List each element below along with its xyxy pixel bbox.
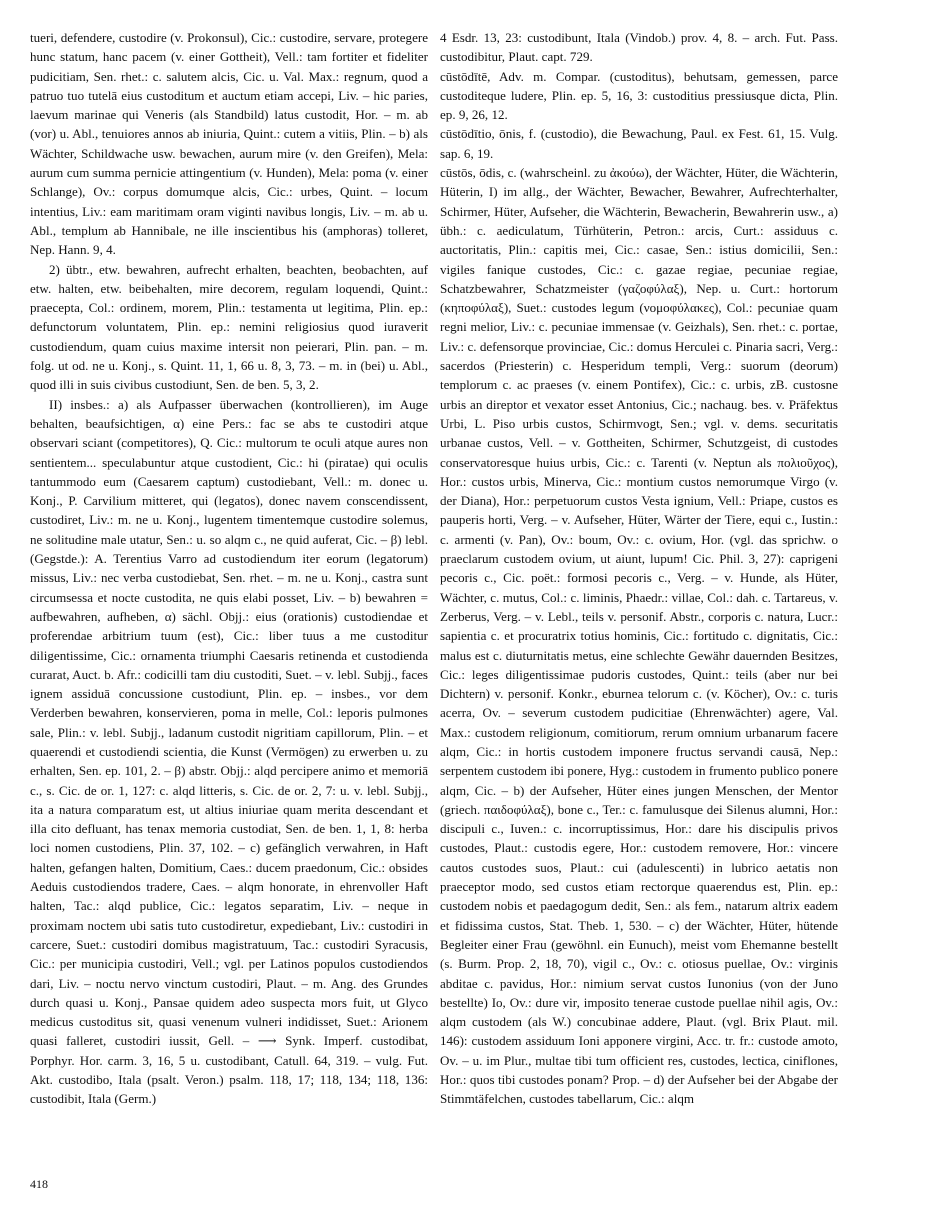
entry-custos: cūstōs, ōdis, c. (wahrscheinl. zu ἀκούω), der Wächter, Hüter, die Wächterin, Hüterin, I) im allg., der Wächter, Bewacher, Bewahrer, Aufrechterhalter, Schirmer, Hüter, Aufseher, die Wächterin, Bewacherin, Bewahrerin usw., a) übh.: c. aediculatum, Türhüterin, Petron.: arcis, Curt.: assiduus c. auctoritatis, Plin.: capitis mei, Cic.: casae, Sen.: istius domicilii, Sen.: vigiles fanique custodes, Cic.: c. gazae regiae, pecuniae regiae, Schatzbewahrer, Schatzmeister (γαζοφύλαξ), Nep. u. Curt.: hortorum (κηποφύλαξ), Suet.: custodes legum (νομοφύλακες), Col.: pecuniae quam regni melior, Liv.: c. pecuniae immensae (v. Geizhals), Sen. rhet.: c. portae, Liv.: c. defensorque provinciae, Cic.: domus Herculei c. Pinaria sacri, Verg.: sacerdos (Priesterin) c. Hesperidum templi, Verg.: suorum (deorum) templorum c. ac praeses (v. einem Pontifex), Cic.: c. urbis, zB. custosne urbis an direptor et vexator esset Antonius, Cic.; nachaug. bes. v. Präfektus Urbi, L. Piso urbis custos, Schirmvogt, Sen.; vgl. v. dems. securitatis urbanae custos, Vell. – v. Gottheiten, Schirmer, Schutzgeist, di custodes conservatoresque huius urbis, Cic.: c. Tarenti (v. Neptun als πολιοῦχος), Hor.: custos urbis, Minerva, Cic.: montium custos nemorumque Virgo (v. der Diana), Hor.: perpetuorum custos Vesta ignium, Vell.: Priape, custos es pauperis horti, Verg. – v. Aufseher, Hüter, Wärter der Tiere, equi c., Iustin.: c. armenti (v. Pan), Ov.: boum, Ov.: c. ovium, Hor. (vgl. das sprichw. o praeclarum custodem ovium, ut aiunt, lupum! Cic. Phil. 3, 27): caprigeni pecoris c., Cic. poët.: formosi pecoris c., Verg. – v. Hunde, als Hüter, Wächter, c. mutus, Col.: c. liminis, Phaedr.: villae, Col.: dah. c. Tartareus, v. Zerberus, Verg. – v. Lebl., teils v. personif. Abstr., corporis c. natura, Lucr.: sapientia c. et procuratrix totius hominis, Cic.: fortitudo c. dignitatis, Cic.: malus est c. diuturnitatis metus, eine schlechte Gewähr dauernden Besitzes, Cic.: leges diligentissimae pudoris custodes, Quint.: teils (aber nur bei Dichtern) v. personif. Konkr., eburnea telorum c. (v. Köcher), Ov.: c. turis acerra, Ov. – severum custodem pudicitiae (Ehrenwächter) agere, Val. Max.: custodem religionum, comitiorum, rerum omnium urbanarum facere alqm, Cic.: in hortis custodem imponere fructus servandi causā, Nep.: serpentem custodem ibi ponere, Hyg.: custodem in frumento publico ponere alqm, Cic. – b) der Aufseher, Hüter eines jungen Menschen, der Mentor (griech. παιδοφύλαξ), bone c., Ter.: c. famulusque dei Silenus alumni, Hor.: discipuli c., Iuven.: c. incorruptissimus, Hor.: dare his discipulis privos custodes, Plaut.: custodis egere, Hor.: custodem removere, Hor.: vincere cautos custodes suos, Plaut.: cui (adulescenti) in lubrico aetatis non praeceptor modo, sed custos etiam rectorque quaerendus est, Plin. ep.: custodem nobis et paedagogum dedit, Sen.: als fem., natarum altrix eadem et fidissima custos, Stat. Theb. 1, 530. – c) der Wächter, Hüter, hütende Begleiter einer Frau (gewöhnl. ein Eunuch), meist vom Ehemanne bestellt (s. Burm. Prop. 2, 18, 70), vigil c., Ov.: c. otiosus puellae, Ov.: virginis abditae c. pavidus, Hor.: nimium servat custos Iunonius (von der Juno bestellte) Io, Ov.: dure vir, imposito tenerae custode puellae nihil agis, Ov.: alqm custodem (als W.) concubinae addere, Plaut. (vgl. Brix Plaut. mil. 146): custodem assiduum Ioni apponere virgini, Acc. tr. fr.: custode amoto, Ov. – u. im Plur., multae tibi tum officient res, custodes, lectica, ciniflones, Hor.: quos tibi custodes ponam? Prop. – d) der Aufseher bei der Abgabe der Stimmtäfelchen, custodes tabellarum, Cic.: alqm: [440, 165, 838, 1107]
entry-paragraph: 2) übtr., etw. bewahren, aufrecht erhalten, beachten, beobachten, auf etw. halten, etw. beibehalten, mire decorem, regulam loquendi, Quint.: praecepta, Col.: ordinem, morem, Plin.: testamenta ut legitima, Plin. ep.: defunctorum voluntatem, Plin. ep.: nemini religiosius quod iuraverit custodiendum, quam cuius maxime intersit non peierari, Plin. pan. – m. folg. ut od. ne u. Konj., s. Quint. 11, 1, 66 u. 8, 3, 73. – m. in (bei) u. Abl., quod illi in suis civibus custodiunt, Sen. de ben. 5, 3, 2.: [30, 261, 428, 393]
entry-custoditio: cūstōdītio, ōnis, f. (custodio), die Bewachung, Paul. ex Fest. 61, 15. Vulg. sap. 6, 19.: [440, 126, 838, 161]
entry-paragraph: tueri, defendere, custodire (v. Prokonsul), Cic.: custodire, servare, protegere hunc statum, hanc pacem (v. einer Gottheit), Vell.: tam fortiter et fideliter pudicitiam, Sen. rhet.: c. salutem alcis, Cic. u. Val. Max.: regnum, quod a patruo tuo tutelā eius custoditum et auctum etiam accepi, Liv. – hic paries, laevum marinae qui Veneris (als Standbild) latus custodit, Hor. – m. ab (vor) u. Abl., tenuiores annos ab iniuria, Quint.: cutem a vitiis, Plin. – b) als Wächter, Schildwache usw. bewachen, aurum mire (v. den Greifen), Mela: aurum cum summa pernicie attingentium (v. Hunden), Mela: poma (v. einer Schlange), Ov.: corpus domumque alcis, Cic.: urbes, Quint. – locum intentius, Liv.: eam maritimam oram viginti navibus longis, Liv. – m. ab u. Abl., templum ab Hannibale, ne ille inscientibus his (amphoras) tolleret, Nep. Hann. 9, 4.: [30, 30, 428, 258]
page-number: 418: [30, 1177, 48, 1191]
left-column: [30, 28, 428, 1109]
entry-custodite: cūstōdītē, Adv. m. Compar. (custoditus), behutsam, gemessen, parce custoditeque ludere, Plin. ep. 5, 16, 3: custoditius pressiusque dicta, Plin. ep. 9, 26, 12.: [440, 68, 838, 123]
right-column: [440, 28, 838, 1109]
entry-paragraph: II) insbes.: a) als Aufpasser überwachen (kontrollieren), im Auge behalten, beaufsichtigen, α) eine Pers.: fac se abs te custodiri atque observari sciant (competitores), Q. Cic.: multorum te oculi atque aures non sentientem... speculabuntur atque custodient, Cic.: hi (piratae) qui oculis tantummodo eum (Caesarem captum) custodiebant, Vell.: m. donec u. Konj., P. Carvilium mitteret, qui (legatos), donec navem conscendissent, custodiret, Liv.: m. ne u. Konj., lugentem timentemque custodire solemus, ne solitudine male utatur, Sen.: u. so alqm c., ne quid auferat, Cic. – β) lebl. (Gegstde.): A. Terentius Varro ad custodiendum iter eorum (legatorum) missus, Liv.: nec verba custodiebat, Sen. rhet. – m. ne u. Konj., castra sunt circumsessa et nocte custodita, ne quis elabi posset, Liv. – b) bewahren = aufbewahren, aufheben, α) sächl. Objj.: eius (orationis) custodiendae et proferendae arbitrium tuum (est), Cic.: liber tuus a me custoditur diligentissime, Cic.: ornamenta triumphi Caesaris retinenda et custodienda curarat, Auct. b. Afr.: codicilli tam diu custoditi, Suet. – v. lebl. Subjj., faces ignem assiduā concussione custodiunt, Plin. ep. – insbes., vor dem Verderben bewahren, konservieren, poma in melle, Col.: leporis pulmones sale, Plin.: v. lebl. Subjj., ladanum custodit nigritiam capillorum, Plin. – et quaerendi et custodiendi scientia, die Kunst (Vermögen) zu erwerben u. zu erhalten, Sen. ep. 101, 2. – β) abstr. Objj.: alqd percipere animo et memoriā c., s. Cic. de or. 1, 127: c. alqd litteris, s. Cic. de or. 2, 7: u. v. lebl. Subjj., ita a natura comparatum est, ut altius iniuriae quam merita descendant et illa cito defluant, has tenax memoria custodiat, Sen. de ben. 1, 1, 8: herba loci nomen custodiens, Plin. 37, 102. – c) gefänglich verwahren, in Haft halten, gefangen halten, Domitium, Caes.: ducem praedonum, Cic.: obsides Aeduis custodiendos tradere, Caes. – alqm honorate, in ehrenvoller Haft halten, Tac.: alqd publice, Cic.: legatos separatim, Liv. – neque in proximam noctem ubi satis tuto custodiretur, expediebant, Liv.: custodiri in carcere, Suet.: custodiri domibus magistratuum, Tac.: custodiri Syracusis, Cic.: per municipia custodiri, Vell.; vgl. per Latinos populos custodiendos dari, Liv. – noctu nervo vinctum custodiri, Plaut. – m. Ang. des Grundes durch quasi u. Konj., Pansae quidem adeo suspecta mors fuit, ut Glyco medicus custoditus sit, quasi venenum vulneri indidisset, Suet.: Arionem quasi falleret, custodiri iussit, Gell. – ⟶ Synk. Imperf. custodibat, Porphyr. Hor. carm. 3, 16, 5 u. custodibant, Catull. 64, 319. – vulg. Fut. Akt. custodibo, Itala (psalt. Veron.) psalm. 118, 17; 118, 134; 118, 136: custodibit, Itala (Germ.): [30, 396, 428, 1107]
entry-paragraph: 4 Esdr. 13, 23: custodibunt, Itala (Vindob.) prov. 4, 8. – arch. Fut. Pass. custodibitur, Plaut. capt. 729.: [440, 30, 838, 65]
